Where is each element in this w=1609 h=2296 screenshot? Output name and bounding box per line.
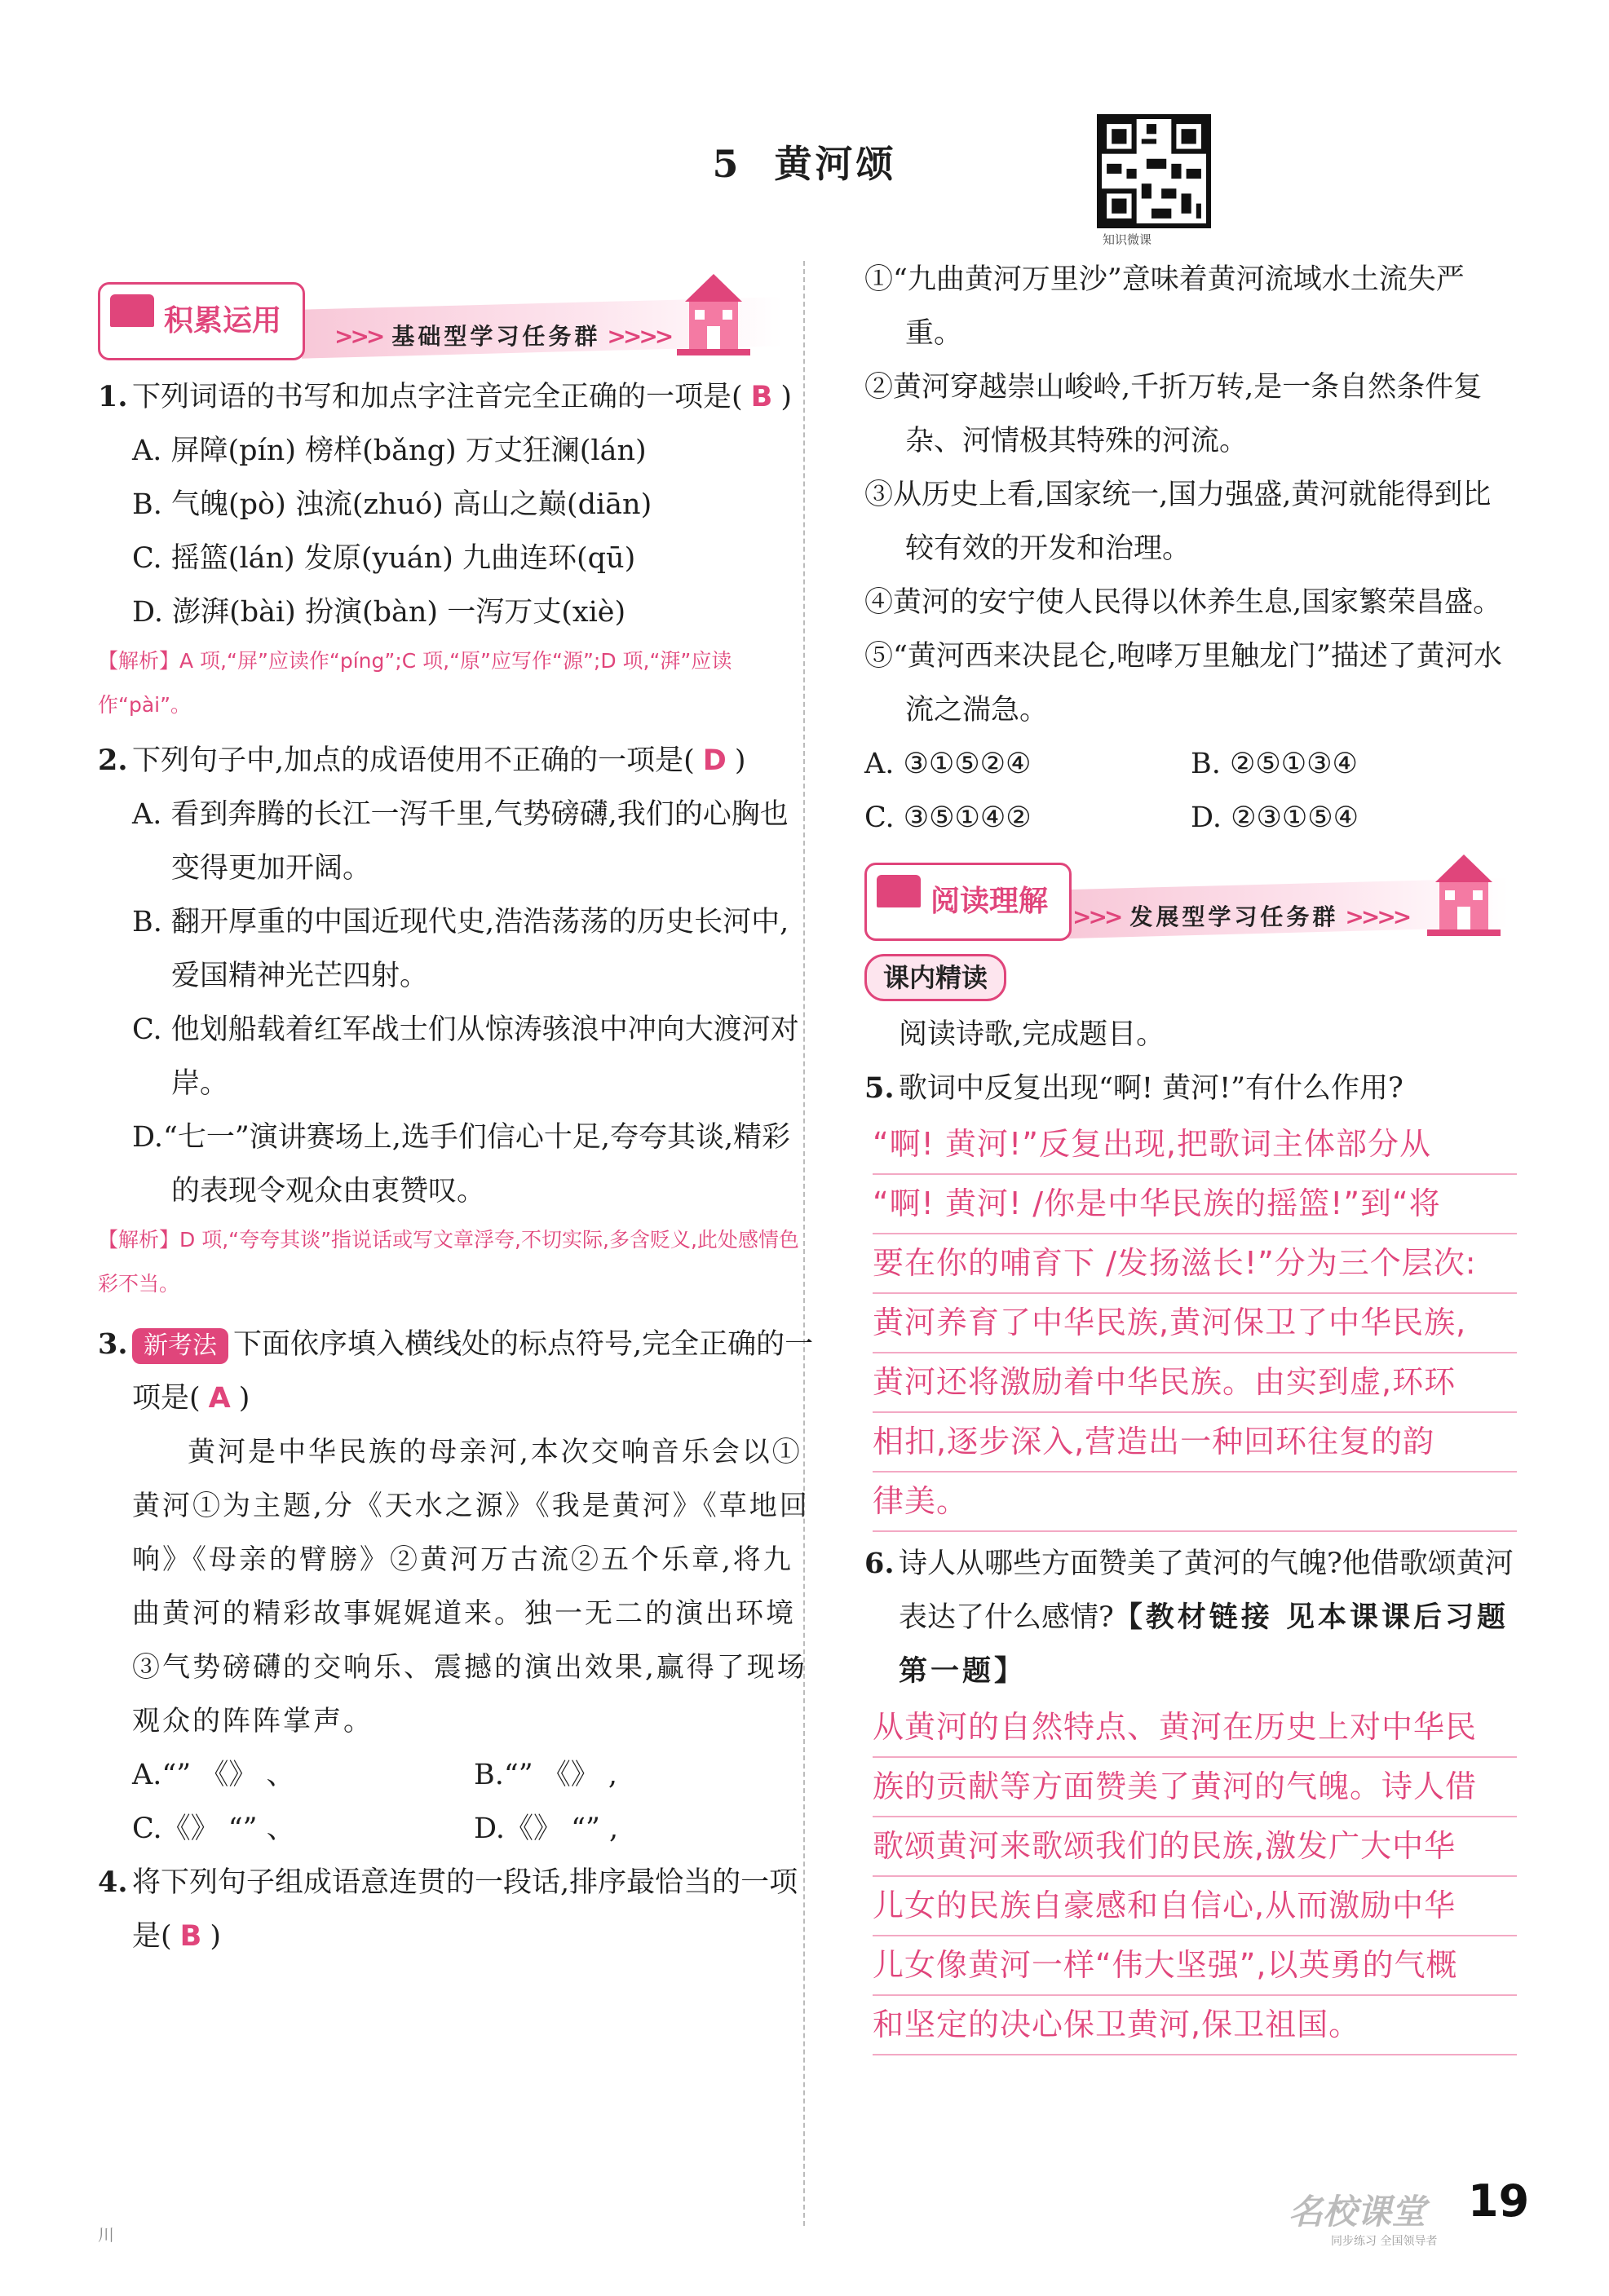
- question-1: 1. 下列词语的书写和加点字注音完全正确的一项是( B ): [98, 380, 793, 413]
- analysis-text: 【解析】D 项,“夸夸其谈”指说话或写文章浮夸,不切实际,多含贬义,此处感情色彩不当。: [98, 1228, 799, 1296]
- question-3: 3. 新考法 下面依序填入横线处的标点符号,完全正确的一项是( A ): [98, 1327, 814, 1415]
- section-banner-reading: [864, 850, 1517, 947]
- answer-block-6: [864, 1698, 1517, 2055]
- answer-line: 黄河还将激励着中华民族。由实到虚,环环: [873, 1353, 1517, 1413]
- answer-mark: D: [702, 744, 727, 777]
- sentence-2: ②黄河穿越崇山峻岭,千折万转,是一条自然条件复杂、河情极其特殊的河流。: [864, 371, 1483, 457]
- question-6: 6. 诗人从哪些方面赞美了黄河的气魄?他借歌颂黄河表达了什么感情?【教材链接 见本课课后习题第一题】: [864, 1547, 1514, 1688]
- answer-mark: B: [179, 1920, 202, 1953]
- option-d: D. ②③①⑤④: [1191, 801, 1359, 834]
- brand-logo: 名校课堂: [1289, 2192, 1426, 2232]
- question-stem: 歌词中反复出现“啊! 黄河!”有什么作用?: [899, 1072, 1403, 1105]
- option-a: A. ③①⑤②④: [864, 748, 1032, 780]
- answer-line: 儿女的民族自豪感和自信心,从而激励中华: [873, 1877, 1517, 1936]
- sentence-4: ④黄河的安宁使人民得以休养生息,国家繁荣昌盛。: [864, 586, 1502, 619]
- passage-text: 黄河是中华民族的母亲河,本次交响音乐会以①黄河①为主题,分《天水之源》《我是黄河》《草地回响》《母亲的臂膀》②黄河万古流②五个乐章,将九曲黄河的精彩故事娓娓道来。独一无二的演出环境③气势磅礴的交响乐、震撼的演出效果,赢得了现场观众的阵阵掌声。: [132, 1436, 810, 1737]
- right-column: [864, 253, 1517, 2055]
- option-c: C. ③⑤①④②: [864, 801, 1032, 834]
- answer-line: 儿女像黄河一样“伟大坚强”,以英勇的气概: [873, 1936, 1517, 1996]
- question-4: 4. 将下列句子组成语意连贯的一段话,排序最恰当的一项是( B ): [98, 1866, 798, 1953]
- question-2: 2. 下列句子中,加点的成语使用不正确的一项是( D ): [98, 744, 746, 777]
- answer-mark: B: [750, 381, 773, 413]
- section-tab: 阅读理解: [864, 863, 1072, 941]
- page-title: [0, 135, 1609, 188]
- book-icon: [110, 294, 154, 327]
- sentence-1: ①“九曲黄河万里沙”意味着黄河流域水土流失严重。: [864, 263, 1465, 350]
- brand-subtitle: 同步练习 全国领导者: [1331, 2235, 1438, 2248]
- lesson-number: 5: [712, 142, 742, 186]
- section-subtitle: >>> 基础型学习任务群 >>>>: [334, 323, 671, 350]
- answer-line: 要在你的哺育下 /发扬滋长!”分为三个层次:: [873, 1234, 1517, 1294]
- answer-line: 相扣,逐步深入,营造出一种回环往复的韵: [873, 1413, 1517, 1473]
- qr-code[interactable]: [1097, 114, 1211, 228]
- answer-line: 律美。: [873, 1473, 1517, 1532]
- option-grid: [864, 737, 1517, 845]
- option-d: D.《》 “” ,: [474, 1813, 619, 1845]
- book-icon: [877, 875, 921, 907]
- question-stem: 将下列句子组成语意连贯的一段话,排序最恰当的一项是(: [132, 1866, 798, 1953]
- option-a: A. 屏障(pín) 榜样(bǎng) 万丈狂澜(lán): [132, 435, 647, 467]
- question-stem: 诗人从哪些方面赞美了黄河的气魄?他借歌颂黄河表达了什么感情?: [899, 1548, 1514, 1634]
- sentence-5: ⑤“黄河西来决昆仑,咆哮万里触龙门”描述了黄河水流之湍急。: [864, 640, 1502, 726]
- section-subtitle: >>> 发展型学习任务群 >>>>: [1072, 903, 1409, 930]
- question-stem: 下列词语的书写和加点字注音完全正确的一项是(: [132, 381, 743, 413]
- option-a: A. 看到奔腾的长江一泻千里,气势磅礴,我们的心胸也变得更加开阔。: [132, 798, 789, 885]
- answer-mark: A: [208, 1382, 231, 1415]
- option-b: B. ②⑤①③④: [1191, 748, 1358, 780]
- option-c: C.《》 “” 、: [132, 1813, 295, 1845]
- lesson-title: 黄河颂: [774, 142, 897, 186]
- textbook-link-note: 【教材链接 见本课课后习题第一题】: [899, 1601, 1509, 1688]
- school-icon: [669, 269, 758, 359]
- option-d: D. 澎湃(bài) 扮演(bàn) 一泻万丈(xiè): [132, 596, 626, 629]
- option-d: D.“七一”演讲赛场上,选手们信心十足,夸夸其谈,精彩的表现令观众由衷赞叹。: [132, 1121, 791, 1208]
- reading-intro: 阅读诗歌,完成题目。: [899, 1018, 1165, 1051]
- option-b: B.“” 《》 ,: [474, 1759, 618, 1791]
- question-stem: 下列句子中,加点的成语使用不正确的一项是(: [132, 744, 695, 777]
- option-c: C. 摇篮(lán) 发原(yuán) 九曲连环(qū): [132, 542, 636, 575]
- answer-line: 歌颂黄河来歌颂我们的民族,激发广大中华: [873, 1817, 1517, 1877]
- analysis-text: 【解析】A 项,“屏”应读作“píng”;C 项,“原”应写作“源”;D 项,“湃”应读作“pài”。: [98, 649, 732, 717]
- option-grid: [98, 1748, 816, 1856]
- option-b: B. 翻开厚重的中国近现代史,浩浩荡荡的历史长河中,爱国精神光芒四射。: [132, 906, 789, 992]
- section-tab: 积累运用: [98, 282, 305, 360]
- sentence-3: ③从历史上看,国家统一,国力强盛,黄河就能得到比较有效的开发和治理。: [864, 479, 1492, 565]
- section-banner-accumulate: [98, 269, 816, 367]
- answer-line: 黄河养育了中华民族,黄河保卫了中华民族,: [873, 1294, 1517, 1353]
- answer-line: 族的贡献等方面赞美了黄河的气魄。诗人借: [873, 1758, 1517, 1817]
- new-exam-badge: 新考法: [132, 1328, 228, 1364]
- question-5: 5. 歌词中反复出现“啊! 黄河!”有什么作用?: [864, 1071, 1403, 1105]
- question-stem: 下面依序填入横线处的标点符号,完全正确的一项是(: [132, 1328, 814, 1415]
- answer-line: “啊! 黄河! /你是中华民族的摇篮!”到“将: [873, 1175, 1517, 1234]
- answer-block-5: [864, 1115, 1517, 1532]
- option-a: A.“” 《》 、: [132, 1759, 295, 1791]
- answer-line: “啊! 黄河!”反复出现,把歌词主体部分从: [873, 1115, 1517, 1175]
- school-icon: [1419, 850, 1509, 939]
- in-class-reading-tag: 课内精读: [864, 954, 1006, 1001]
- option-c: C. 他划船载着红军战士们从惊涛骇浪中冲向大渡河对岸。: [132, 1013, 799, 1100]
- page-number: 19: [1468, 2175, 1530, 2227]
- qr-caption: 知识微课: [1103, 232, 1152, 247]
- option-b: B. 气魄(pò) 浊流(zhuó) 高山之巅(diān): [132, 488, 652, 521]
- footer-mark: 川: [98, 2225, 114, 2245]
- answer-line: 和坚定的决心保卫黄河,保卫祖国。: [873, 1996, 1517, 2055]
- answer-line: 从黄河的自然特点、黄河在历史上对中华民: [873, 1698, 1517, 1758]
- left-column: [98, 269, 816, 1963]
